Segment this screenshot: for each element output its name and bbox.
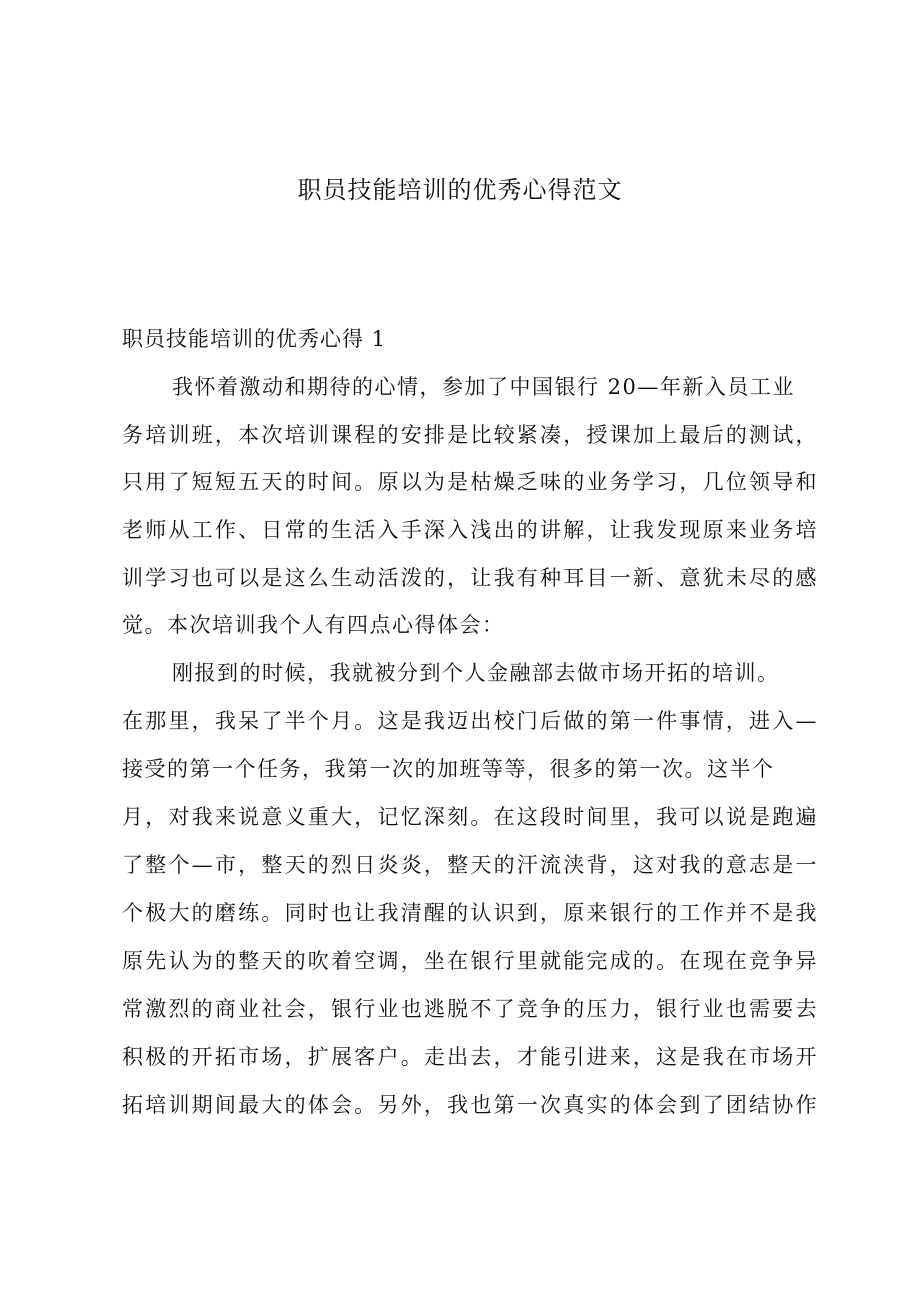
paragraph-2-line: 刚报到的时候，我就被分到个人金融部去做市场开拓的培训。 xyxy=(172,661,780,685)
paragraph-2-line: 了整个—市，整天的烈日炎炎，整天的汗流浃背，这对我的意志是一 xyxy=(122,853,818,877)
section-heading: 职员技能培训的优秀心得 1 xyxy=(122,327,387,351)
paragraph-2-line: 原先认为的整天的吹着空调，坐在银行里就能完成的。在现在竞争异 xyxy=(122,949,818,973)
paragraph-1-line: 只用了短短五天的时间。原以为是枯燥乏味的业务学习，几位领导和 xyxy=(122,470,818,494)
paragraph-2-line: 个极大的磨练。同时也让我清醒的认识到，原来银行的工作并不是我 xyxy=(122,901,818,925)
paragraph-1-line: 务培训班，本次培训课程的安排是比较紧凑，授课加上最后的测试， xyxy=(122,423,818,447)
paragraph-2-line: 拓培训期间最大的体会。另外，我也第一次真实的体会到了团结协作 xyxy=(122,1093,818,1117)
paragraph-1-line: 我怀着激动和期待的心情，参加了中国银行 20—年新入员工业 xyxy=(172,375,795,399)
document-title: 职员技能培训的优秀心得范文 xyxy=(297,176,623,204)
paragraph-2-line: 接受的第一个任务，我第一次的加班等等，很多的第一次。这半个 xyxy=(122,757,775,781)
paragraph-2-line: 月，对我来说意义重大，记忆深刻。在这段时间里，我可以说是跑遍 xyxy=(122,805,818,829)
paragraph-2-line: 在那里，我呆了半个月。这是我迈出校门后做的第一件事情，进入— xyxy=(122,709,818,733)
paragraph-1-line: 老师从工作、日常的生活入手深入浅出的讲解，让我发现原来业务培 xyxy=(122,518,818,542)
paragraph-1-line: 觉。本次培训我个人有四点心得体会： xyxy=(122,613,505,637)
paragraph-2-line: 积极的开拓市场，扩展客户。走出去，才能引进来，这是我在市场开 xyxy=(122,1045,818,1069)
paragraph-1-line: 训学习也可以是这么生动活泼的，让我有种耳目一新、意犹未尽的感 xyxy=(122,566,818,590)
paragraph-2-line: 常激烈的商业社会，银行业也逃脱不了竞争的压力，银行业也需要去 xyxy=(122,997,818,1021)
